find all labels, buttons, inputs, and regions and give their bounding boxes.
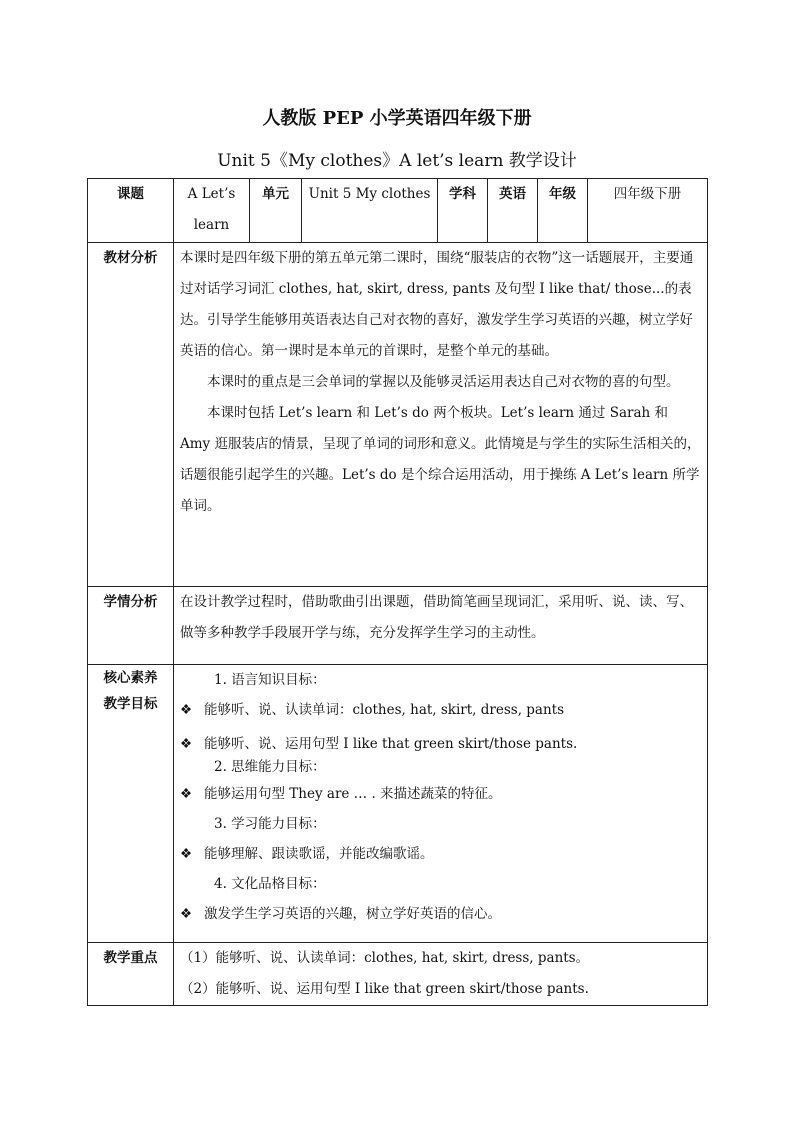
goal-bullet-text: 能够运用句型 They are … . 来描述蔬菜的特征。	[204, 786, 502, 802]
goals-label	[88, 665, 174, 943]
learner-row	[88, 587, 708, 665]
goal-bullet-4	[180, 839, 701, 869]
goal-bullet-5	[180, 899, 701, 929]
learner-text: 在设计教学过程时，借助歌曲引出课题，借助简笔画呈现词汇，采用听、说、读、写、做等多种教学手段展开学与练，充分发挥学生学习的主动性。	[180, 594, 693, 641]
goals-label-line-2: 教学目标	[103, 696, 158, 712]
goal-bullet-3	[180, 779, 701, 809]
material-content	[174, 243, 708, 587]
goals-row	[88, 665, 708, 943]
lesson-plan-table	[87, 178, 708, 1006]
material-label: 教材分析	[88, 243, 174, 587]
learner-label: 学情分析	[88, 587, 174, 665]
material-row	[88, 243, 708, 587]
document-subtitle: Unit 5《My clothes》A let’s learn 教学设计	[217, 151, 577, 171]
goal-bullet-text: 能够理解、跟读歌谣，并能改编歌谣。	[204, 846, 434, 862]
header-row	[88, 179, 708, 243]
bullet-icon: ❖	[180, 786, 193, 802]
unit-label: 单元	[250, 179, 302, 243]
material-paragraph-2: 本课时的重点是三会单词的掌握以及能够灵活运用表达自己对衣物的喜的句型。	[207, 374, 680, 390]
bullet-icon: ❖	[180, 846, 193, 862]
goal-bullet-1	[180, 695, 701, 725]
document-title: 人教版 PEP 小学英语四年级下册	[262, 108, 532, 129]
goal-bullet-2	[180, 733, 701, 755]
unit-value: Unit 5 My clothes	[302, 179, 438, 243]
goal-heading-1: 1. 语言知识目标：	[214, 672, 326, 688]
bullet-icon: ❖	[180, 906, 193, 922]
key-label: 教学重点	[88, 943, 174, 1006]
goal-heading-2: 2. 思维能力目标：	[214, 759, 326, 775]
subject-value: 英语	[488, 179, 538, 243]
bullet-icon: ❖	[180, 736, 193, 752]
goal-bullet-text: 能够听、说、运用句型 I like that green skirt/those pants.	[204, 736, 578, 752]
topic-value: A Let’s learn	[174, 179, 250, 243]
goals-label-line-1: 核心素养	[103, 670, 158, 686]
topic-label: 课题	[88, 179, 174, 243]
goal-bullet-text: 激发学生学习英语的兴趣，树立学好英语的信心。	[204, 906, 501, 922]
goal-heading-4: 4. 文化品格目标：	[214, 876, 326, 892]
bullet-icon: ❖	[180, 702, 193, 718]
key-content	[174, 943, 708, 1006]
subject-label: 学科	[438, 179, 488, 243]
key-line-1: （1）能够听、说、认读单词：clothes, hat, skirt, dress, pants。	[180, 950, 590, 966]
learner-content	[174, 587, 708, 665]
goals-content	[174, 665, 708, 943]
material-paragraph-3: 本课时包括 Let’s learn 和 Let’s do 两个板块。Let’s learn 通过 Sarah 和 Amy 逛服装店的情景，呈现了单词的词形和意义。此情境是与学生的实际生活相关的，话题很能引起学生的兴趣。Let’s do 是个综合运用活动，用于操练 A Let’s learn 所学单词。	[180, 405, 701, 514]
grade-value: 四年级下册	[588, 179, 708, 243]
goal-bullet-text: 能够听、说、认读单词：clothes, hat, skirt, dress, pants	[204, 702, 565, 718]
grade-label: 年级	[538, 179, 588, 243]
key-line-2: （2）能够听、说、运用句型 I like that green skirt/those pants.	[180, 981, 589, 997]
key-row	[88, 943, 708, 1006]
goal-heading-3: 3. 学习能力目标：	[214, 816, 326, 832]
material-paragraph-1: 本课时是四年级下册的第五单元第二课时，围绕“服装店的衣物”这一话题展开，主要通过对话学习词汇 clothes, hat, skirt, dress, pants 及句型 I like that/ those...的表达。引导学生能够用英语表达自己对衣物的喜好，激发学生学习英语的兴趣，树立学好英语的信心。第一课时是本单元的首课时，是整个单元的基础。	[180, 250, 694, 359]
